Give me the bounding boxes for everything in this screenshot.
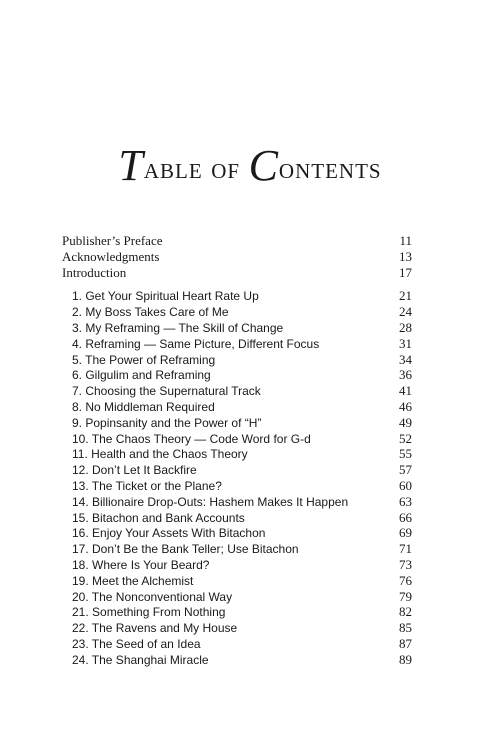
chapter-entry [62,510,412,526]
chapter-entry [62,541,412,557]
chapter-title: 4. Reframing — Same Picture, Different Focus [72,336,320,351]
chapter-title: 18. Where Is Your Beard? [72,557,210,572]
chapter-title: 22. The Ravens and My House [72,621,238,636]
chapter-page: 24 [399,304,412,320]
chapter-title: 23. The Seed of an Idea [72,636,201,651]
chapter-entry [62,320,412,336]
chapter-page: 85 [399,620,412,636]
chapter-title: 10. The Chaos Theory — Code Word for G-d [72,431,311,446]
page-title [0,140,500,191]
table-of-contents [62,233,412,668]
chapter-title: 14. Billionaire Drop-Outs: Hashem Makes It Happen [72,494,349,509]
chapter-page: 76 [399,572,412,588]
chapter-title: 9. Popinsanity and the Power of “H” [72,415,262,430]
toc-entry-label: Introduction [62,264,127,280]
chapter-title: 3. My Reframing — The Skill of Change [72,320,284,335]
chapter-entry [62,288,412,304]
toc-entry-label: Acknowledgments [62,248,160,264]
chapter-entry [62,446,412,462]
chapter-title: 24. The Shanghai Miracle [72,652,209,667]
chapter-entry [62,383,412,399]
chapter-entry [62,573,412,589]
chapter-page: 69 [399,525,412,541]
toc-entry-page: 11 [399,233,412,248]
chapter-page: 41 [399,383,412,399]
chapter-page: 66 [399,509,412,525]
toc-entry [62,249,412,265]
chapter-entry [62,336,412,352]
chapter-title: 16. Enjoy Your Assets With Bitachon [72,526,266,541]
chapter-entry [62,620,412,636]
chapter-title: 1. Get Your Spiritual Heart Rate Up [72,289,259,304]
chapter-list [62,288,412,667]
chapter-page: 60 [399,477,412,493]
chapter-entry [62,604,412,620]
chapter-title: 13. The Ticket or the Plane? [72,478,222,493]
chapter-page: 57 [399,462,412,478]
chapter-page: 79 [399,588,412,604]
chapter-entry [62,525,412,541]
chapter-page: 28 [399,319,412,335]
chapter-title: 17. Don’t Be the Bank Teller; Use Bitachon [72,542,299,557]
toc-entry [62,265,412,281]
chapter-title: 6. Gilgulim and Reframing [72,368,211,383]
toc-entry [62,233,412,249]
chapter-entry [62,478,412,494]
chapter-page: 82 [399,604,412,620]
title-word-able-of: able of [143,152,249,185]
chapter-entry [62,652,412,668]
chapter-page: 73 [399,556,412,572]
title-initial-c: C [248,141,279,190]
chapter-title: 5. The Power of Reframing [72,352,216,367]
chapter-page: 55 [399,446,412,462]
chapter-entry [62,352,412,368]
front-matter-list [62,233,412,280]
chapter-page: 21 [399,288,412,304]
chapter-page: 63 [399,493,412,509]
chapter-page: 71 [399,541,412,557]
toc-entry-label: Publisher’s Preface [62,233,163,248]
chapter-title: 15. Bitachon and Bank Accounts [72,510,245,525]
chapter-title: 2. My Boss Takes Care of Me [72,305,229,320]
chapter-entry [62,304,412,320]
chapter-entry [62,399,412,415]
chapter-title: 19. Meet the Alchemist [72,573,194,588]
chapter-page: 34 [399,351,412,367]
chapter-entry [62,367,412,383]
chapter-title: 20. The Nonconventional Way [72,589,233,604]
chapter-entry [62,431,412,447]
chapter-page: 87 [399,635,412,651]
chapter-title: 21. Something From Nothing [72,605,226,620]
chapter-page: 36 [399,367,412,383]
toc-entry-page: 13 [399,248,412,264]
chapter-title: 12. Don’t Let It Backfire [72,463,197,478]
chapter-title: 7. Choosing the Supernatural Track [72,384,261,399]
title-initial-t: T [118,141,144,190]
chapter-entry [62,494,412,510]
chapter-entry [62,589,412,605]
chapter-page: 46 [399,398,412,414]
chapter-entry [62,415,412,431]
chapter-page: 52 [399,430,412,446]
chapter-entry [62,462,412,478]
chapter-title: 8. No Middleman Required [72,399,215,414]
chapter-page: 49 [399,414,412,430]
toc-entry-page: 17 [399,264,412,280]
title-word-ontents: ontents [278,152,382,185]
chapter-page: 31 [399,335,412,351]
chapter-title: 11. Health and the Chaos Theory [72,447,248,462]
chapter-page: 89 [399,651,412,667]
chapter-entry [62,557,412,573]
chapter-entry [62,636,412,652]
